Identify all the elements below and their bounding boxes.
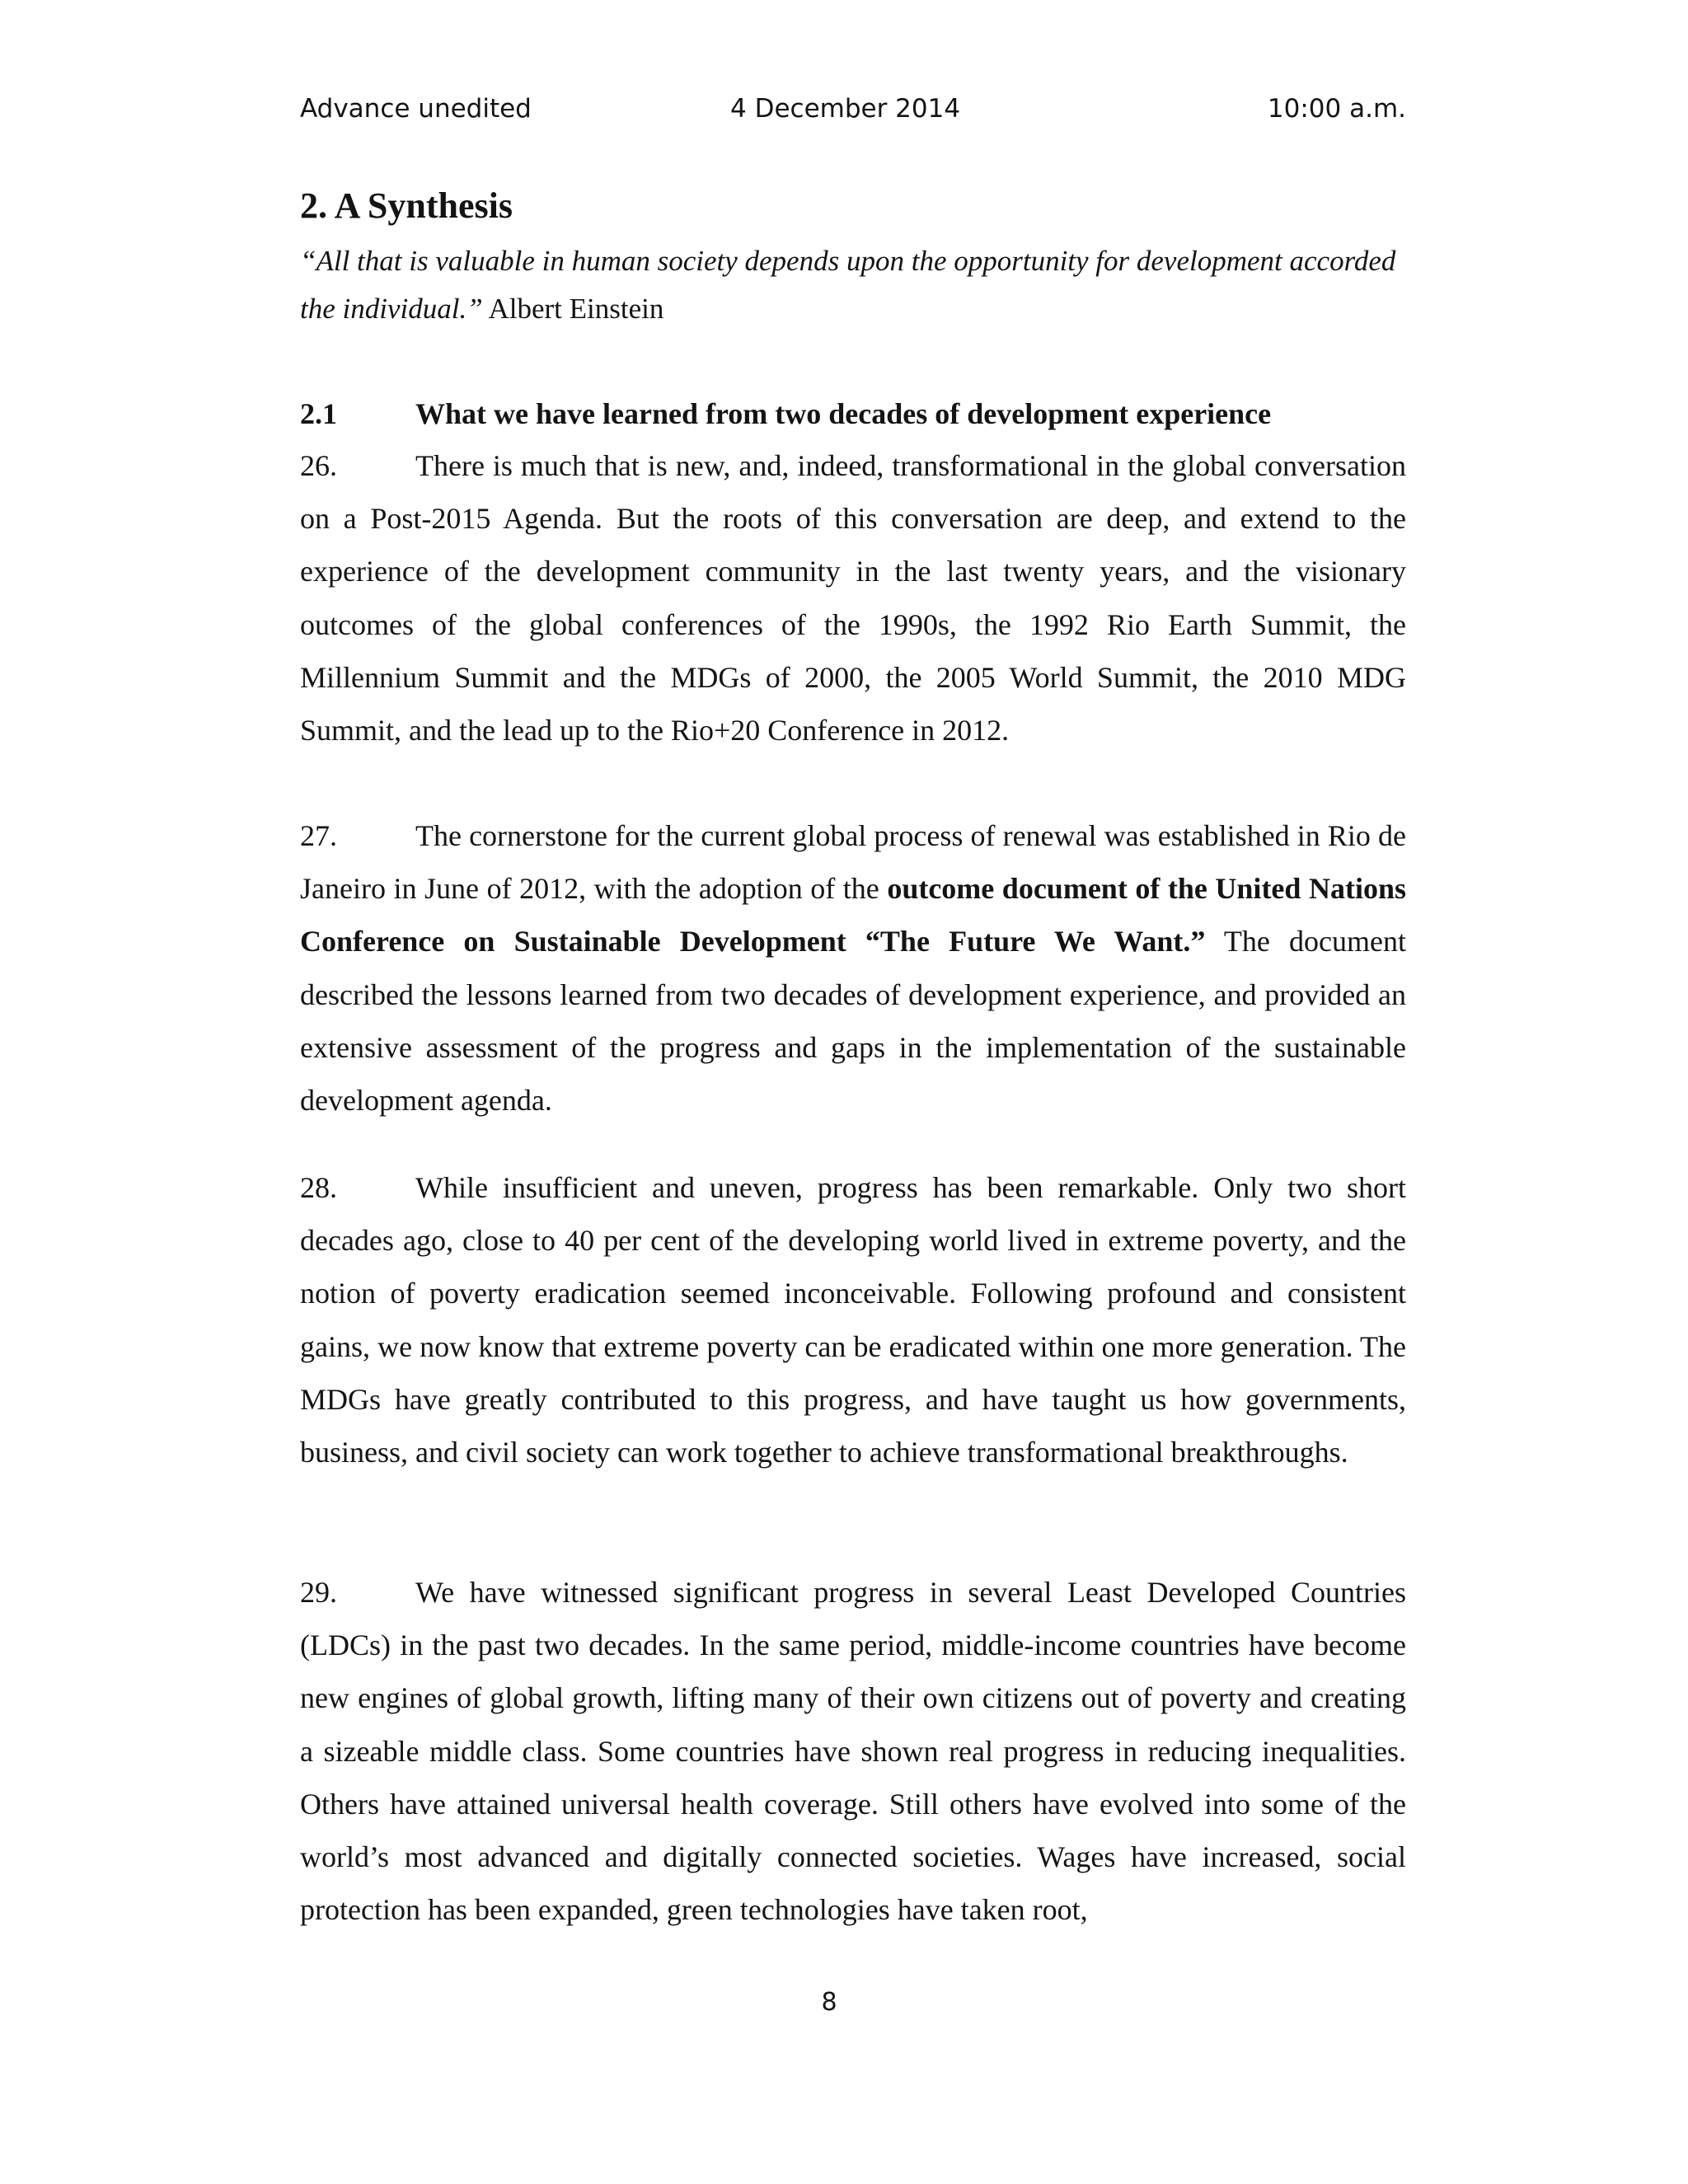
paragraph-bold-reference: outcome document of the United Nations Conference on Sustainable Development “The Future We Want.” (300, 872, 1406, 958)
paragraph-28 (300, 1161, 1406, 1479)
paragraph-text: We have witnessed significant progress in several Least Developed Countries (LDCs) in the past two decades. In the same period, middle-income countries have become new engines of global growth, lifting many of their own citizens out of poverty and creating a sizeable middle class. Some countries have shown real progress in reducing inequalities. Others have attained universal health coverage. Still others have evolved into some of the world’s most advanced and digitally connected societies. Wages have increased, social protection has been expanded, green technologies have taken root, (300, 1576, 1406, 1927)
page-number: 8 (821, 1988, 837, 2017)
header-status: Advance unedited (300, 94, 532, 124)
epigraph (300, 237, 1421, 333)
paragraph-26 (300, 439, 1406, 757)
header-date: 4 December 2014 (730, 94, 961, 124)
paragraph-number: 26. (300, 449, 337, 482)
epigraph-author: Albert Einstein (488, 293, 664, 325)
paragraph-27 (300, 809, 1406, 1127)
section-title: 2. A Synthesis (300, 185, 513, 226)
paragraph-number: 28. (300, 1171, 337, 1204)
running-header (300, 91, 1406, 127)
paragraph-text-continued: The document described the lessons learned from two decades of development experience, and provided an extensive assessment of the progress and gaps in the implementation of the sustainable development agenda. (300, 925, 1406, 1118)
paragraph-number: 29. (300, 1576, 337, 1609)
subsection-number: 2.1 (300, 397, 337, 430)
epigraph-quote: “All that is valuable in human society depends upon the opportunity for development accorded the individual.” (300, 245, 1396, 325)
header-time: 10:00 a.m. (1267, 94, 1406, 124)
subsection-heading (300, 391, 1406, 437)
subsection-title: What we have learned from two decades of development experience (415, 397, 1272, 430)
paragraph-text: While insufficient and uneven, progress has been remarkable. Only two short decades ago, close to 40 per cent of the developing world lived in extreme poverty, and the notion of poverty eradication seemed inconceivable. Following profound and consistent gains, we now know that extreme poverty can be eradicated within one more generation. The MDGs have greatly contributed to this progress, and have taught us how governments, business, and civil society can work together to achieve transformational breakthroughs. (300, 1171, 1406, 1469)
paragraph-text: There is much that is new, and, indeed, transformational in the global conversation on a Post-2015 Agenda. But the roots of this conversation are deep, and extend to the experience of the development community in the last twenty years, and the visionary outcomes of the global conferences of the 1990s, the 1992 Rio Earth Summit, the Millennium Summit and the MDGs of 2000, the 2005 World Summit, the 2010 MDG Summit, and the lead up to the Rio+20 Conference in 2012. (300, 449, 1406, 748)
paragraph-number: 27. (300, 819, 337, 852)
paragraph-29 (300, 1566, 1406, 1936)
paragraph-text: The cornerstone for the current global process of renewal was established in Rio de Janeiro in June of 2012, with the adoption of the (300, 819, 1406, 906)
